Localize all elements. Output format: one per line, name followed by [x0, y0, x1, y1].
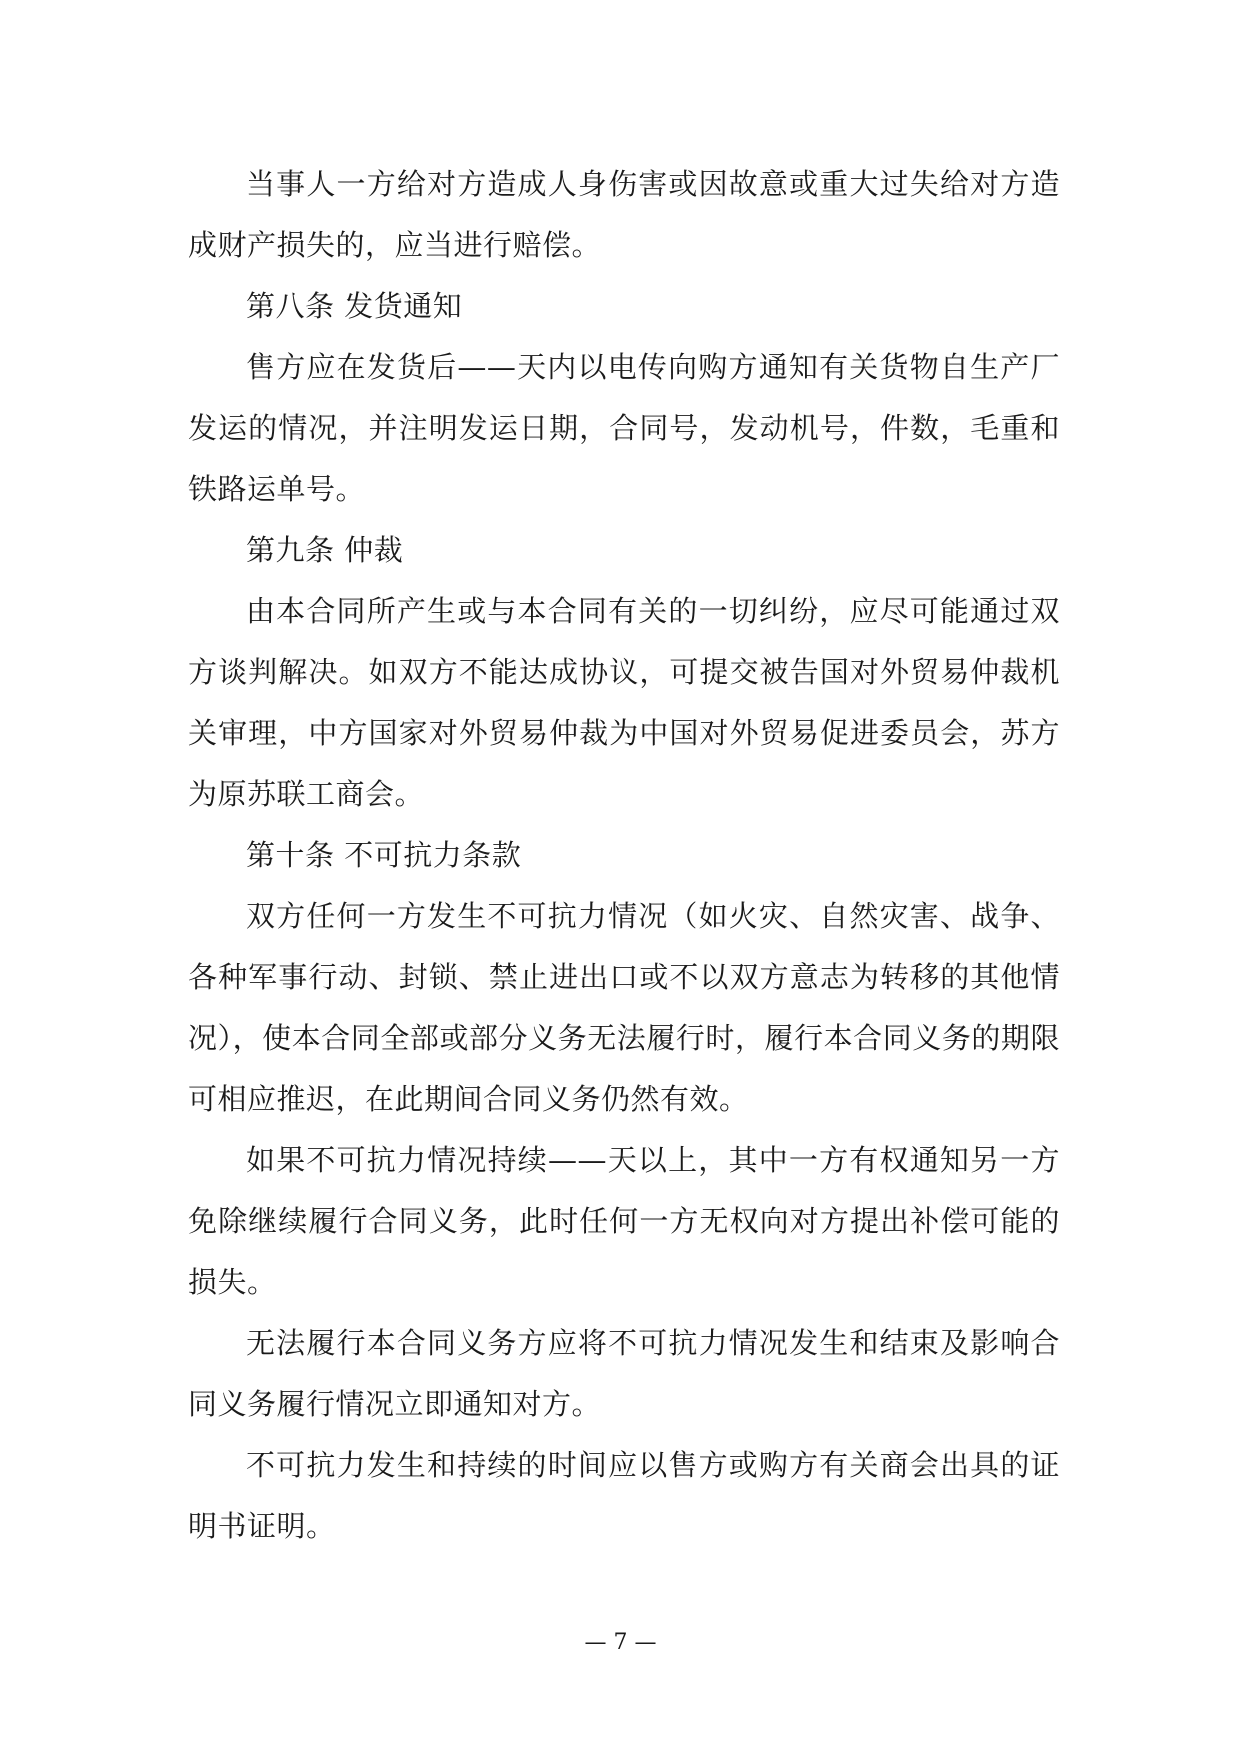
paragraph-shipment-notice: 售方应在发货后——天内以电传向购方通知有关货物自生产厂发运的情况，并注明发运日期，合同号，发动机号，件数，毛重和铁路运单号。 — [188, 350, 1060, 506]
paragraph-arbitration: 由本合同所产生或与本合同有关的一切纠纷，应尽可能通过双方谈判解决。如双方不能达成协议，可提交被告国对外贸易仲裁机关审理，中方国家对外贸易仲裁为中国对外贸易促进委员会，苏方为原苏联工商会。 — [188, 594, 1060, 811]
page-number: — 7 — — [584, 1630, 657, 1655]
paragraph-force-majeure: 双方任何一方发生不可抗力情况（如火灾、自然灾害、战争、各种军事行动、封锁、禁止进出口或不以双方意志为转移的其他情况），使本合同全部或部分义务无法履行时，履行本合同义务的期限可相应推迟，在此期间合同义务仍然有效。 — [188, 899, 1060, 1116]
paragraph-compensation: 当事人一方给对方造成人身伤害或因故意或重大过失给对方造成财产损失的，应当进行赔偿。 — [188, 167, 1060, 262]
paragraph-force-majeure-notice: 无法履行本合同义务方应将不可抗力情况发生和结束及影响合同义务履行情况立即通知对方。 — [188, 1326, 1060, 1421]
paragraph-force-majeure-duration: 如果不可抗力情况持续——天以上，其中一方有权通知另一方免除继续履行合同义务，此时任何一方无权向对方提出补偿可能的损失。 — [188, 1143, 1060, 1299]
paragraph-force-majeure-proof: 不可抗力发生和持续的时间应以售方或购方有关商会出具的证明书证明。 — [188, 1448, 1060, 1543]
article-9-heading: 第九条 仲裁 — [246, 533, 404, 567]
document-body — [188, 154, 1060, 1557]
article-8-heading: 第八条 发货通知 — [246, 289, 463, 323]
article-10-heading: 第十条 不可抗力条款 — [246, 838, 522, 872]
